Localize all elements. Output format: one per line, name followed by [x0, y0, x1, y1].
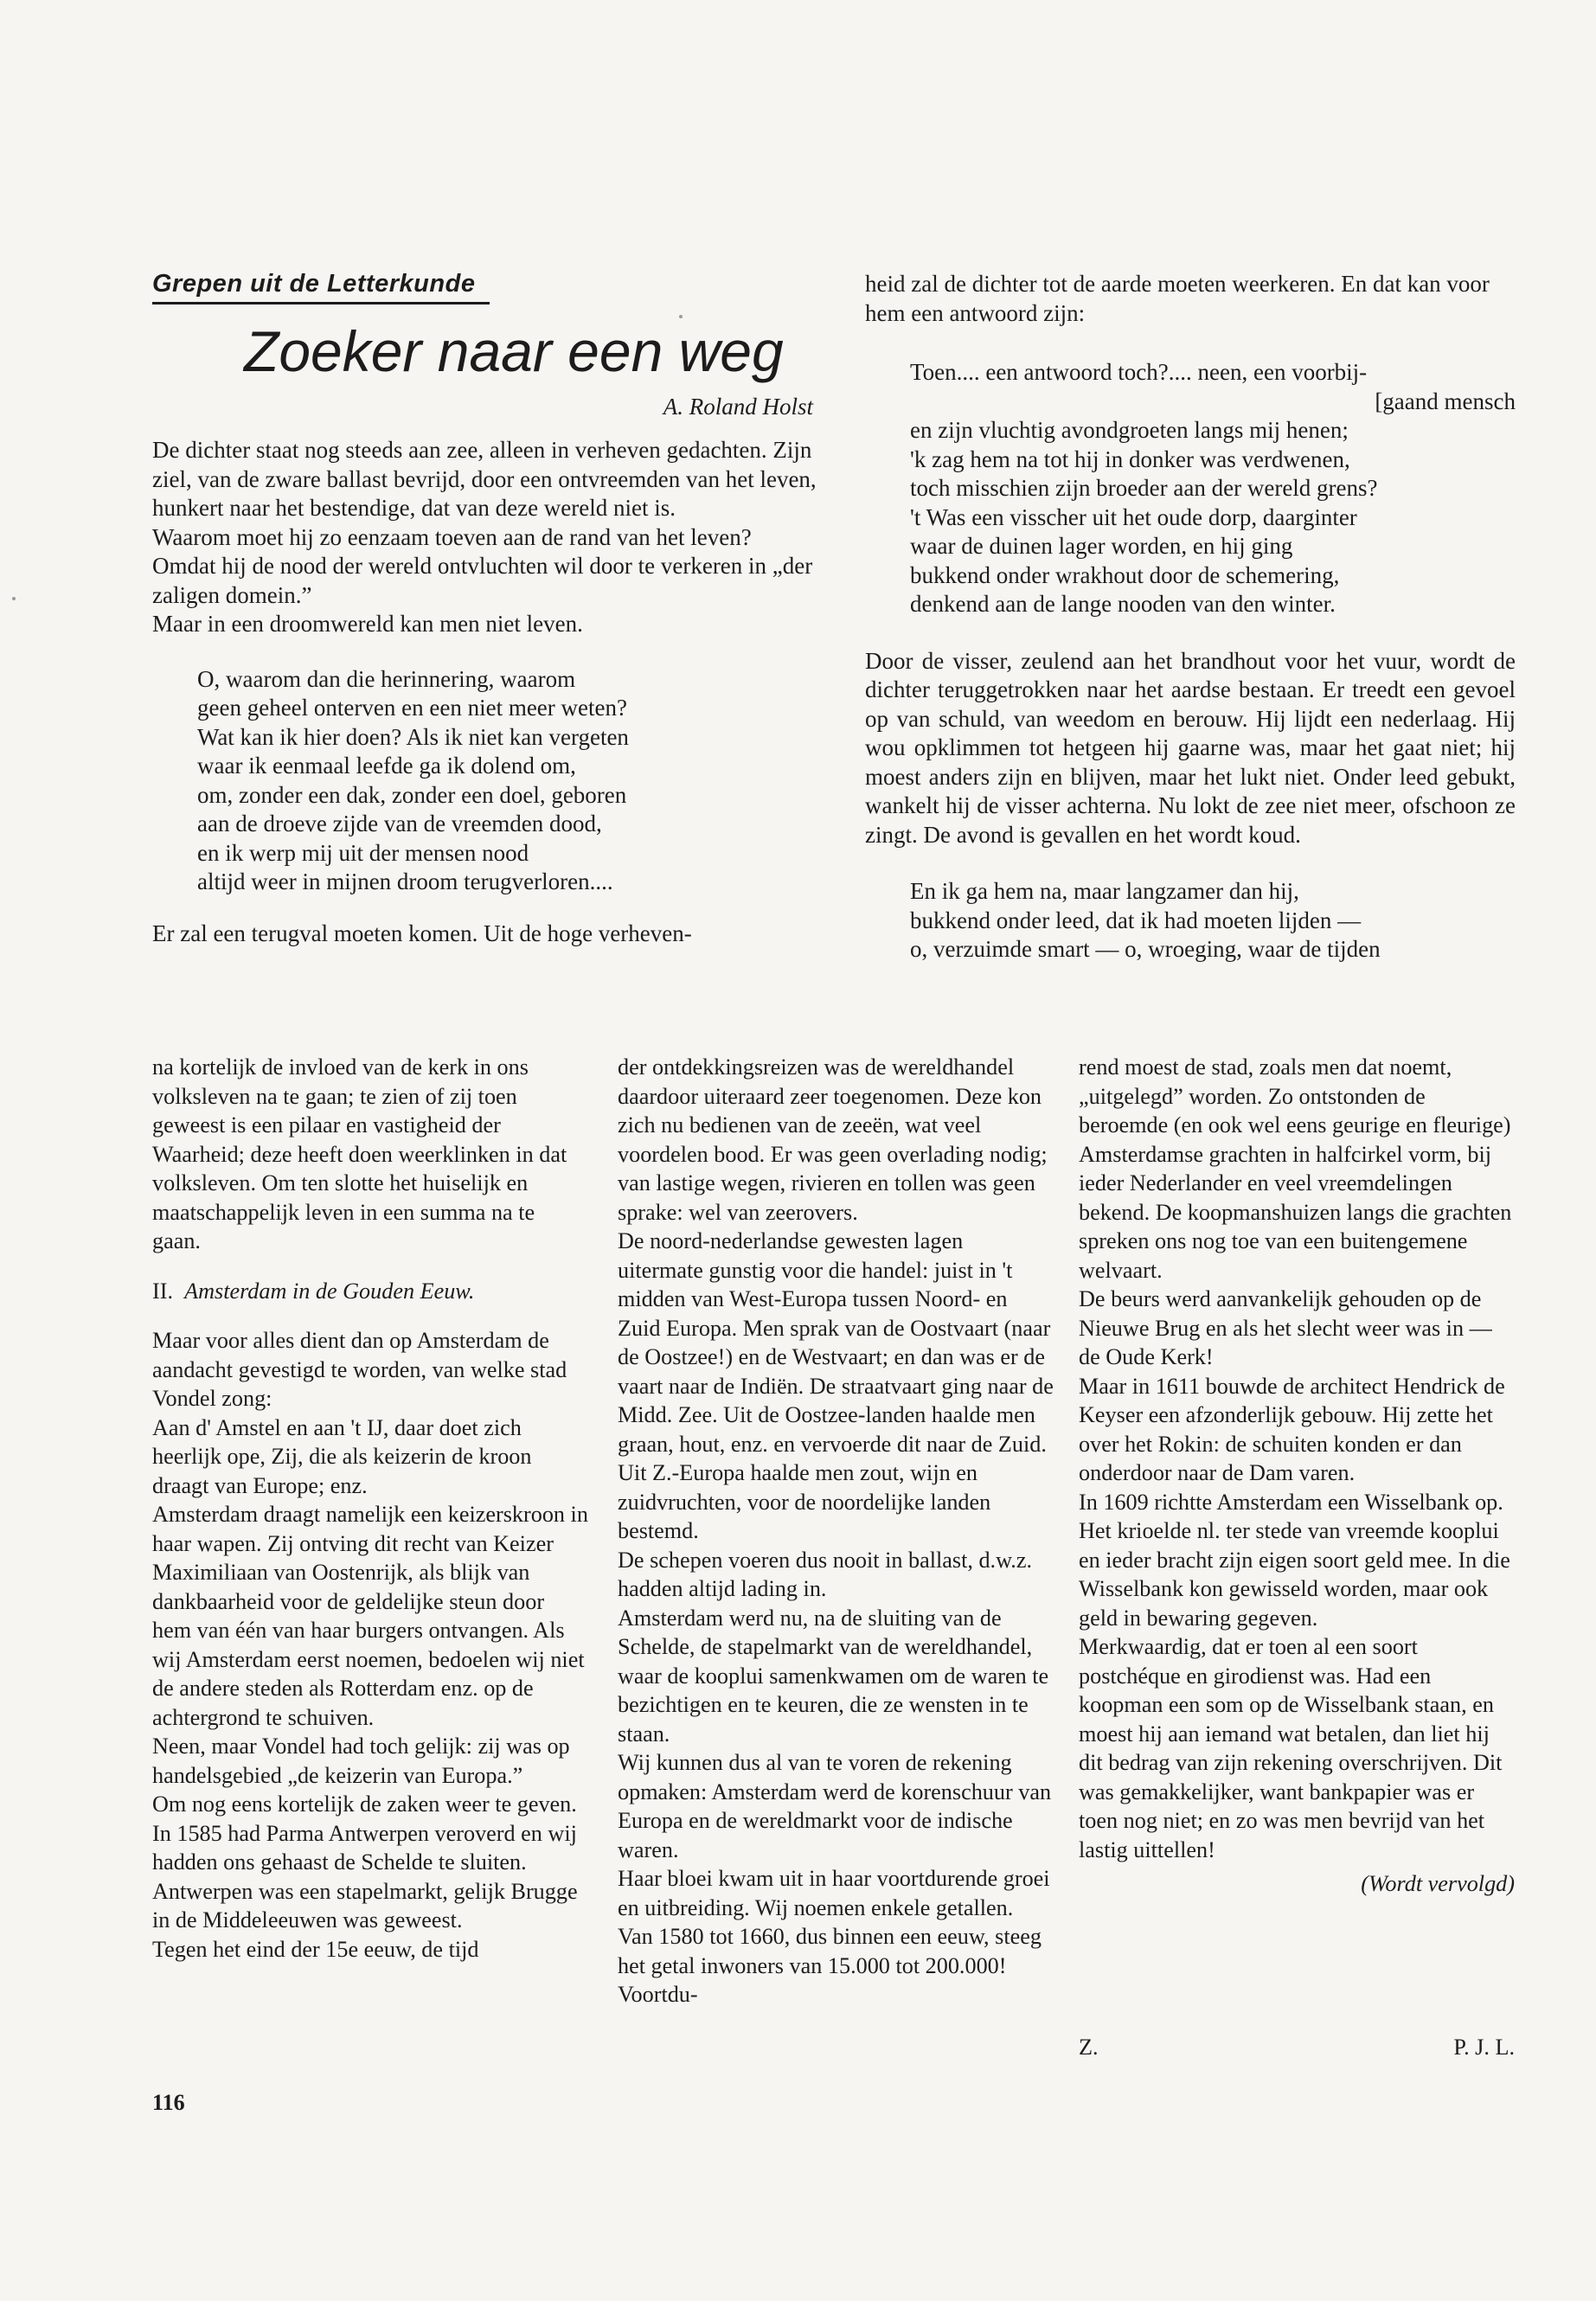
poem-stanza: [197, 665, 818, 897]
poem-line: Toen.... een antwoord toch?.... neen, een voorbij-: [910, 359, 1368, 385]
article-title: Zoeker naar een weg: [244, 319, 784, 383]
scan-speck: [12, 597, 16, 600]
paragraph: Wij kunnen dus al van te voren de rekening opmaken: Amsterdam werd de korenschuur van Europa en de wereldmarkt voor de indische waren.: [618, 1750, 1052, 1862]
author-byline: A. Roland Holst: [663, 394, 813, 420]
section-title: Amsterdam in de Gouden Eeuw.: [184, 1278, 475, 1304]
paragraph: heid zal de dichter tot de aarde moeten weerkeren. En dat kan voor hem een antwoord zijn:: [865, 271, 1490, 326]
paragraph: Er zal een terugval moeten komen. Uit de hoge verheven-: [152, 920, 692, 946]
continued-note: (Wordt vervolgd): [1361, 1871, 1515, 1896]
paragraph: Neen, maar Vondel had toch gelijk: zij was op handelsgebied „de keizerin van Europa.”: [152, 1734, 570, 1788]
poem-line: en ik werp mij uit der mensen nood: [197, 839, 529, 866]
poem-line: o, verzuimde smart — o, wroeging, waar de tijden: [910, 936, 1381, 962]
paragraph: De beurs werd aanvankelijk gehouden op de Nieuwe Brug en als het slecht weer was in — de Oude Kerk!: [1079, 1286, 1492, 1369]
bottom-column-1: [152, 1053, 588, 1964]
poem-line-continuation: [gaand mensch: [1375, 388, 1516, 414]
poem-line: 't Was een visscher uit het oude dorp, daarginter: [910, 503, 1357, 530]
poem-line: denkend aan de lange nooden van den winter.: [910, 591, 1336, 617]
paragraph: Door de visser, zeulend aan het brandhout voor het vuur, wordt de dichter teruggetrokken naar het aardse bestaan. Er treedt een gevoel op van schuld, van weedom en berouw. Hij lijdt een nederlaag. Hij wou opklimmen tot hetgeen hij gaarne was, maar het gaat niet; hij moest anders zijn en blijven, maar het lukt niet. Onder leed gebukt, wankelt hij de visser achterna. Nu lokt de zee niet meer, ofschoon ze zingt. De avond is gevallen en het wordt koud.: [865, 647, 1516, 848]
poem-stanza: [865, 358, 1516, 619]
poem-line: aan de droeve zijde van de vreemden dood,: [197, 811, 602, 836]
paragraph: der ontdekkingsreizen was de wereldhandel daardoor uiteraard zeer toegenomen. Deze kon zich nu bedienen van de zeeën, wat veel voordelen bood. Er was geen overlading nodig; van lastige wegen, rivieren en tollen was geen sprake: wel van zeerovers.: [618, 1054, 1048, 1225]
paragraph: Tegen het eind der 15e eeuw, de tijd: [152, 1936, 479, 1962]
paragraph: In 1609 richtte Amsterdam een Wisselbank op. Het krioelde nl. ter stede van vreemde kooplui en ieder bracht zijn eigen soort geld mee. In die Wisselbank kon gewisseld worden, maar ook geld in bewaring gegeven.: [1079, 1489, 1510, 1631]
paragraph: Amsterdam draagt namelijk een keizerskroon in haar wapen. Zij ontving dit recht van Keizer Maximiliaan van Oostenrijk, als blijk van dankbaarheid voor de geldelijke steun door hem van één van haar burgers ontvangen. Als wij Amsterdam eerst noemen, bedoelen wij niet de andere steden als Rotterdam enz. op de achtergrond te schuiven.: [152, 1502, 588, 1730]
section-heading: [152, 1277, 588, 1306]
poem-line: en zijn vluchtig avondgroeten langs mij henen;: [910, 417, 1349, 443]
top-right-column: [865, 270, 1516, 965]
poem-line: om, zonder een dak, zonder een doel, geboren: [197, 781, 627, 808]
poem-line: geen geheel onterven en een niet meer weten?: [197, 695, 627, 721]
poem-line: bukkend onder wrakhout door de schemering,: [910, 561, 1340, 588]
paragraph: Waarom moet hij zo eenzaam toeven aan de rand van het leven? Omdat hij de nood der wereld ontvluchten wil door te verkeren in „der zaligen domein.”: [152, 523, 813, 608]
poem-line: altijd weer in mijnen droom terugverloren....: [197, 868, 613, 894]
scan-speck: [679, 315, 683, 318]
poem-line: waar ik eenmaal leefde ga ik dolend om,: [197, 753, 576, 779]
signature-right: P. J. L.: [1453, 2035, 1515, 2060]
paragraph: Amsterdam werd nu, na de sluiting van de Schelde, de stapelmarkt van de wereldhandel, waar de kooplui samenkwamen om de waren te bezichtigen en te keuren, die ze wensten in te staan.: [618, 1605, 1049, 1747]
top-left-column: [152, 436, 818, 948]
paragraph: De schepen voeren dus nooit in ballast, d.w.z. hadden altijd lading in.: [618, 1547, 1033, 1601]
poem-line: waar de duinen lager worden, en hij ging: [910, 533, 1293, 559]
poem-line: En ik ga hem na, maar langzamer dan hij,: [910, 878, 1299, 904]
paragraph: Merkwaardig, dat er toen al een soort postchéque en girodienst was. Had een koopman een som op de Wisselbank staan, en moest hij aan iemand wat betalen, dan liet hij dit bedrag van zijn rekening overschrijven. Dit was gemakkelijker, want bankpapier was er toen nog niet; en zo was men bevrijd van het lastig uittellen!: [1079, 1634, 1503, 1862]
paragraph: Maar in een droomwereld kan men niet leven.: [152, 611, 583, 637]
section-number: II.: [152, 1278, 173, 1304]
poem-line: 'k zag hem na tot hij in donker was verdwenen,: [910, 445, 1350, 472]
page-number: 116: [152, 2090, 185, 2115]
paragraph: Haar bloei kwam uit in haar voortdurende groei en uitbreiding. Wij noemen enkele getallen. Van 1580 tot 1660, dus binnen een eeuw, steeg het getal inwoners van 15.000 tot 200.000! Voortdu-: [618, 1866, 1050, 2007]
paragraph: Maar in 1611 bouwde de architect Hendrick de Keyser een afzonderlijk gebouw. Hij zette het over het Rokin: de schuiten konden er dan onderdoor naar de Dam varen.: [1079, 1373, 1505, 1485]
signature-left: Z.: [1079, 2035, 1099, 2060]
paragraph: rend moest de stad, zoals men dat noemt, „uitgelegd” worden. Zo ontstonden de beroemde (en ook wel eens geurige en fleurige) Amsterdamse grachten in halfcirkel vorm, bij ieder Nederlander en veel vreemdelingen bekend. De koopmanshuizen langs die grachten spreken ons nog toe van een buitengemene welvaart.: [1079, 1054, 1512, 1283]
paragraph: De dichter staat nog steeds aan zee, alleen in verheven gedachten. Zijn ziel, van de zware ballast bevrijd, door een ontvreemden van het leven, hunkert naar het bestendige, dat van deze wereld niet is.: [152, 437, 817, 521]
paragraph: Maar voor alles dient dan op Amsterdam de aandacht gevestigd te worden, van welke stad Vondel zong:: [152, 1328, 567, 1411]
paragraph: De noord-nederlandse gewesten lagen uitermate gunstig voor die handel: juist in 't midden van West-Europa tussen Noord- en Zuid Europa. Men sprak van de Oostvaart (naar de Oostzee!) en de Westvaart; en dan was er de vaart naar de Indiën. De straatvaart ging naar de Midd. Zee. Uit de Oostzee-landen haalde men graan, hout, enz. en vervoerde dit naar de Zuid. Uit Z.-Europa haalde men zout, wijn en zuidvruchten, voor de noordelijke landen bestemd.: [618, 1228, 1054, 1543]
section-kicker: Grepen uit de Letterkunde: [152, 270, 490, 304]
paragraph: Aan d' Amstel en aan 't IJ, daar doet zich heerlijk ope, Zij, die als keizerin de kroon draagt van Europe; enz.: [152, 1414, 532, 1498]
poem-line: bukkend onder leed, dat ik had moeten lijden —: [910, 907, 1362, 933]
poem-stanza: [865, 877, 1516, 965]
paragraph: Om nog eens kortelijk de zaken weer te geven. In 1585 had Parma Antwerpen veroverd en wij hadden ons gehaast de Schelde te sluiten.: [152, 1791, 577, 1875]
poem-line: O, waarom dan die herinnering, waarom: [197, 665, 576, 692]
bottom-column-2: [618, 1053, 1054, 2009]
bottom-column-3: [1079, 1053, 1515, 1899]
poem-line: Wat kan ik hier doen? Als ik niet kan vergeten: [197, 723, 629, 750]
paragraph: Antwerpen was een stapelmarkt, gelijk Brugge in de Middeleeuwen was geweest.: [152, 1878, 578, 1932]
poem-line: toch misschien zijn broeder aan der wereld grens?: [910, 475, 1378, 501]
paragraph: na kortelijk de invloed van de kerk in ons volksleven na te gaan; te zien of zij toen geweest is een pilaar en vastigheid der Waarheid; deze heeft doen weerklinken in dat volksleven. Om ten slotte het huiselijk en maatschappelijk leven in een summa na te gaan.: [152, 1054, 567, 1253]
